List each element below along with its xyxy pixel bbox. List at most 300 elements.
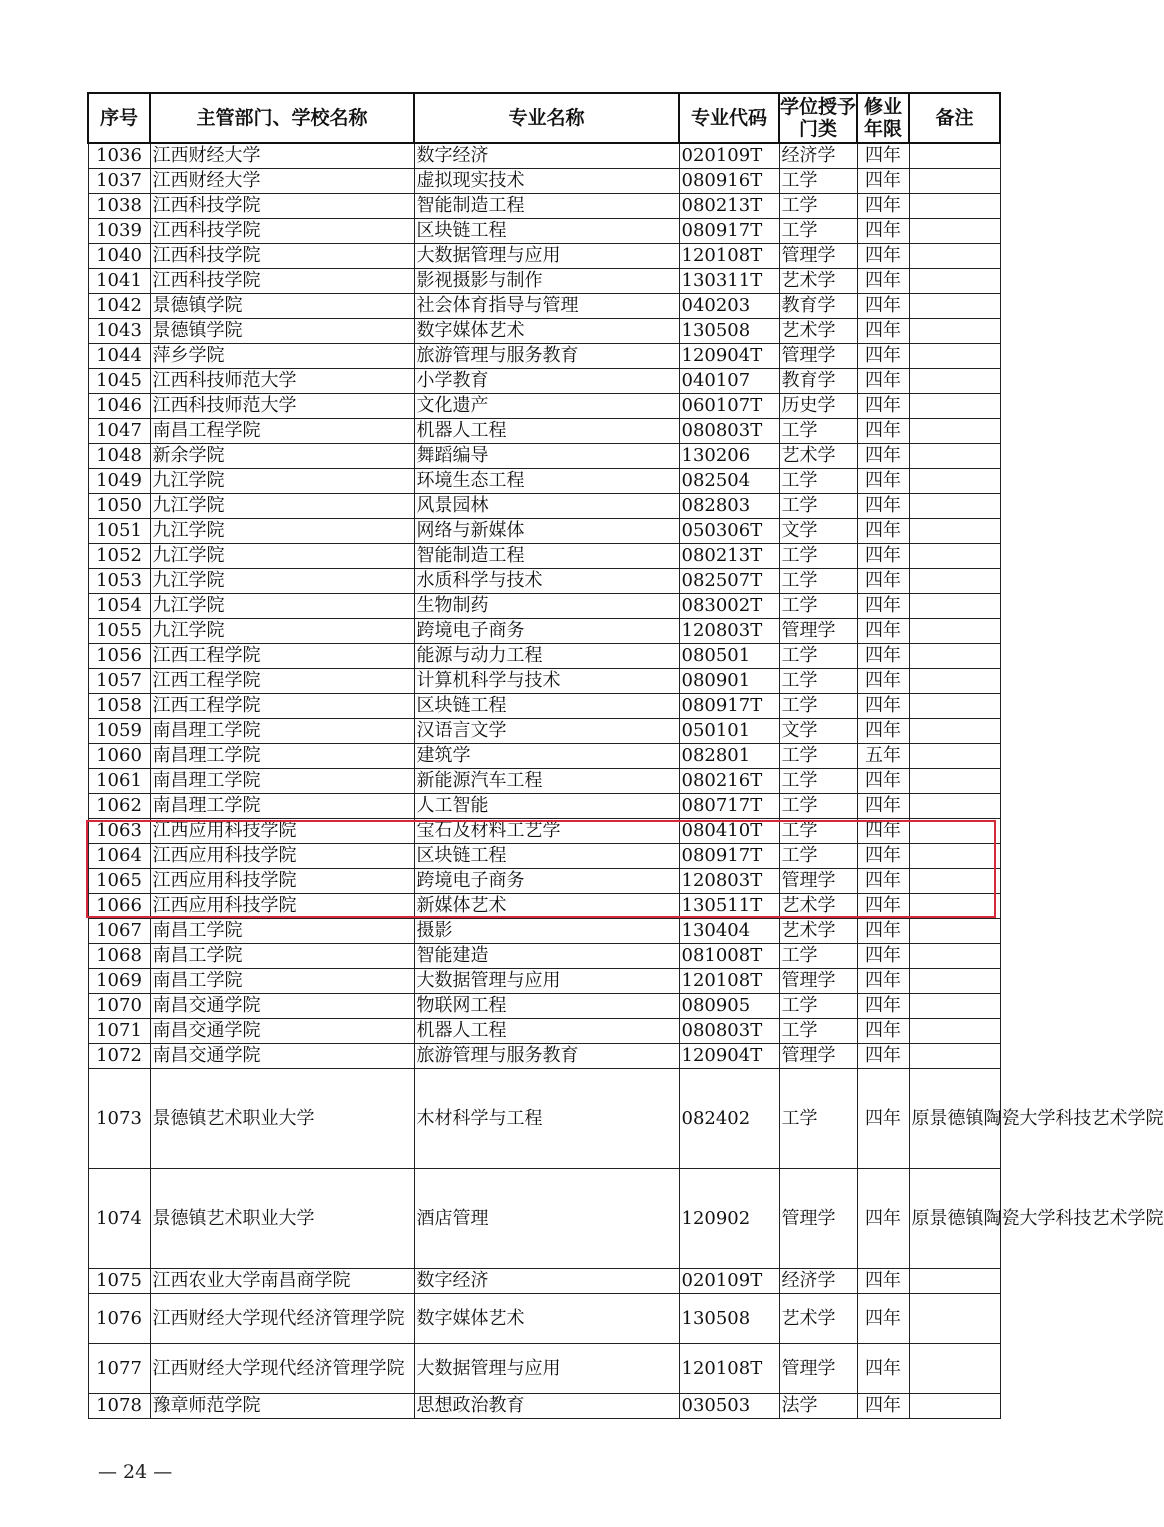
cell-degree: 工学 <box>779 169 857 194</box>
cell-code: 130508 <box>679 319 779 344</box>
table-row <box>88 344 1000 369</box>
cell-degree: 工学 <box>779 644 857 669</box>
header-major: 专业名称 <box>414 93 679 143</box>
cell-degree: 工学 <box>779 844 857 869</box>
cell-degree: 管理学 <box>779 869 857 894</box>
cell-major: 跨境电子商务 <box>414 869 679 894</box>
cell-seq: 1050 <box>88 494 150 519</box>
table-row <box>88 369 1000 394</box>
header-school: 主管部门、学校名称 <box>150 93 414 143</box>
table-row <box>88 1344 1000 1394</box>
cell-degree: 艺术学 <box>779 444 857 469</box>
cell-school: 九江学院 <box>150 519 414 544</box>
cell-school: 南昌工程学院 <box>150 419 414 444</box>
cell-note <box>909 594 1000 619</box>
cell-years: 四年 <box>857 344 909 369</box>
cell-code: 080216T <box>679 769 779 794</box>
cell-seq: 1037 <box>88 169 150 194</box>
table-row <box>88 719 1000 744</box>
cell-school: 南昌理工学院 <box>150 744 414 769</box>
cell-seq: 1057 <box>88 669 150 694</box>
cell-major: 旅游管理与服务教育 <box>414 344 679 369</box>
cell-code: 080917T <box>679 694 779 719</box>
table-row <box>88 169 1000 194</box>
table-row <box>88 444 1000 469</box>
cell-years: 四年 <box>857 669 909 694</box>
cell-code: 120902 <box>679 1169 779 1269</box>
cell-school: 江西应用科技学院 <box>150 894 414 919</box>
table-row <box>88 619 1000 644</box>
cell-code: 130404 <box>679 919 779 944</box>
cell-major: 区块链工程 <box>414 844 679 869</box>
cell-school: 江西应用科技学院 <box>150 844 414 869</box>
table-row <box>88 1394 1000 1419</box>
header-seq: 序号 <box>88 93 150 143</box>
table-row <box>88 1169 1000 1269</box>
cell-major: 智能制造工程 <box>414 544 679 569</box>
cell-years: 四年 <box>857 569 909 594</box>
cell-note <box>909 619 1000 644</box>
cell-school: 江西财经大学现代经济管理学院 <box>150 1294 414 1344</box>
cell-note <box>909 669 1000 694</box>
cell-major: 新能源汽车工程 <box>414 769 679 794</box>
cell-degree: 工学 <box>779 1019 857 1044</box>
cell-code: 080917T <box>679 844 779 869</box>
cell-school: 南昌理工学院 <box>150 719 414 744</box>
cell-code: 120803T <box>679 619 779 644</box>
cell-major: 小学教育 <box>414 369 679 394</box>
cell-code: 080905 <box>679 994 779 1019</box>
cell-years: 四年 <box>857 719 909 744</box>
cell-school: 南昌理工学院 <box>150 794 414 819</box>
cell-degree: 管理学 <box>779 1169 857 1269</box>
cell-code: 050306T <box>679 519 779 544</box>
cell-note <box>909 544 1000 569</box>
cell-seq: 1062 <box>88 794 150 819</box>
cell-code: 120904T <box>679 344 779 369</box>
table-row <box>88 969 1000 994</box>
cell-major: 数字经济 <box>414 143 679 169</box>
table-row <box>88 219 1000 244</box>
cell-code: 130511T <box>679 894 779 919</box>
cell-school: 江西财经大学 <box>150 169 414 194</box>
cell-school: 南昌工学院 <box>150 919 414 944</box>
table-row <box>88 844 1000 869</box>
cell-note <box>909 694 1000 719</box>
cell-seq: 1070 <box>88 994 150 1019</box>
cell-degree: 教育学 <box>779 294 857 319</box>
cell-seq: 1064 <box>88 844 150 869</box>
cell-years: 四年 <box>857 143 909 169</box>
header-degree: 学位授予门类 <box>779 93 857 143</box>
cell-major: 网络与新媒体 <box>414 519 679 544</box>
cell-school: 南昌交通学院 <box>150 1044 414 1069</box>
cell-note <box>909 894 1000 919</box>
header-years: 修业年限 <box>857 93 909 143</box>
cell-degree: 工学 <box>779 544 857 569</box>
cell-major: 酒店管理 <box>414 1169 679 1269</box>
table-row <box>88 294 1000 319</box>
cell-years: 四年 <box>857 594 909 619</box>
cell-code: 120803T <box>679 869 779 894</box>
cell-note <box>909 744 1000 769</box>
cell-seq: 1053 <box>88 569 150 594</box>
table-row <box>88 319 1000 344</box>
cell-major: 木材科学与工程 <box>414 1069 679 1169</box>
table-row <box>88 594 1000 619</box>
cell-years: 四年 <box>857 919 909 944</box>
cell-note <box>909 319 1000 344</box>
cell-degree: 工学 <box>779 944 857 969</box>
cell-code: 040107 <box>679 369 779 394</box>
cell-school: 江西科技学院 <box>150 244 414 269</box>
cell-years: 四年 <box>857 1344 909 1394</box>
cell-years: 四年 <box>857 869 909 894</box>
table-row <box>88 819 1000 844</box>
table-row <box>88 694 1000 719</box>
cell-school: 九江学院 <box>150 594 414 619</box>
cell-note <box>909 969 1000 994</box>
cell-years: 四年 <box>857 769 909 794</box>
cell-major: 大数据管理与应用 <box>414 1344 679 1394</box>
cell-seq: 1041 <box>88 269 150 294</box>
cell-code: 020109T <box>679 143 779 169</box>
table-body <box>88 143 1164 1419</box>
cell-school: 萍乡学院 <box>150 344 414 369</box>
cell-note <box>909 1019 1000 1044</box>
cell-code: 080717T <box>679 794 779 819</box>
cell-code: 080410T <box>679 819 779 844</box>
cell-school: 江西工程学院 <box>150 644 414 669</box>
cell-note <box>909 1269 1000 1294</box>
cell-seq: 1059 <box>88 719 150 744</box>
cell-seq: 1061 <box>88 769 150 794</box>
cell-degree: 管理学 <box>779 1044 857 1069</box>
cell-seq: 1052 <box>88 544 150 569</box>
cell-years: 四年 <box>857 894 909 919</box>
table-row <box>88 519 1000 544</box>
cell-seq: 1072 <box>88 1044 150 1069</box>
cell-years: 四年 <box>857 944 909 969</box>
cell-seq: 1036 <box>88 143 150 169</box>
cell-note <box>909 444 1000 469</box>
cell-degree: 艺术学 <box>779 1294 857 1344</box>
cell-seq: 1042 <box>88 294 150 319</box>
cell-degree: 工学 <box>779 1069 857 1169</box>
cell-seq: 1076 <box>88 1294 150 1344</box>
cell-degree: 法学 <box>779 1394 857 1419</box>
cell-code: 080213T <box>679 544 779 569</box>
cell-school: 江西科技学院 <box>150 219 414 244</box>
cell-major: 建筑学 <box>414 744 679 769</box>
cell-note <box>909 919 1000 944</box>
cell-school: 景德镇艺术职业大学 <box>150 1069 414 1169</box>
cell-school: 景德镇艺术职业大学 <box>150 1169 414 1269</box>
cell-note <box>909 419 1000 444</box>
cell-degree: 工学 <box>779 419 857 444</box>
cell-seq: 1060 <box>88 744 150 769</box>
cell-years: 四年 <box>857 294 909 319</box>
cell-code: 130311T <box>679 269 779 294</box>
cell-degree: 工学 <box>779 694 857 719</box>
cell-years: 四年 <box>857 1069 909 1169</box>
cell-school: 九江学院 <box>150 494 414 519</box>
cell-code: 080501 <box>679 644 779 669</box>
cell-years: 四年 <box>857 169 909 194</box>
cell-note <box>909 994 1000 1019</box>
cell-note <box>909 719 1000 744</box>
cell-major: 社会体育指导与管理 <box>414 294 679 319</box>
cell-degree: 工学 <box>779 744 857 769</box>
cell-note <box>909 869 1000 894</box>
cell-code: 082803 <box>679 494 779 519</box>
major-list-table <box>87 92 1164 1419</box>
cell-code: 081008T <box>679 944 779 969</box>
table-row <box>88 944 1000 969</box>
cell-major: 舞蹈编导 <box>414 444 679 469</box>
cell-years: 四年 <box>857 269 909 294</box>
cell-years: 四年 <box>857 1269 909 1294</box>
table-row <box>88 394 1000 419</box>
cell-years: 四年 <box>857 394 909 419</box>
cell-major: 数字媒体艺术 <box>414 319 679 344</box>
cell-years: 四年 <box>857 244 909 269</box>
cell-seq: 1078 <box>88 1394 150 1419</box>
cell-major: 旅游管理与服务教育 <box>414 1044 679 1069</box>
cell-code: 120108T <box>679 244 779 269</box>
header-note: 备注 <box>909 93 1000 143</box>
table-row <box>88 494 1000 519</box>
cell-code: 080917T <box>679 219 779 244</box>
cell-major: 机器人工程 <box>414 419 679 444</box>
cell-code: 120108T <box>679 969 779 994</box>
cell-degree: 管理学 <box>779 969 857 994</box>
cell-code: 050101 <box>679 719 779 744</box>
cell-major: 环境生态工程 <box>414 469 679 494</box>
cell-note <box>909 1394 1000 1419</box>
cell-note <box>909 569 1000 594</box>
cell-code: 120108T <box>679 1344 779 1394</box>
table-row <box>88 244 1000 269</box>
cell-degree: 管理学 <box>779 344 857 369</box>
cell-note: 原景德镇陶瓷大学科技艺术学院 <box>909 1069 1000 1169</box>
cell-seq: 1058 <box>88 694 150 719</box>
table-row <box>88 669 1000 694</box>
cell-note <box>909 844 1000 869</box>
cell-code: 082801 <box>679 744 779 769</box>
cell-degree: 工学 <box>779 819 857 844</box>
table-row <box>88 1294 1000 1344</box>
table-row <box>88 919 1000 944</box>
cell-seq: 1065 <box>88 869 150 894</box>
cell-major: 文化遗产 <box>414 394 679 419</box>
cell-major: 大数据管理与应用 <box>414 244 679 269</box>
cell-degree: 管理学 <box>779 619 857 644</box>
cell-school: 南昌交通学院 <box>150 994 414 1019</box>
cell-note <box>909 194 1000 219</box>
cell-degree: 艺术学 <box>779 894 857 919</box>
cell-years: 四年 <box>857 419 909 444</box>
cell-seq: 1055 <box>88 619 150 644</box>
cell-code: 080901 <box>679 669 779 694</box>
cell-degree: 工学 <box>779 494 857 519</box>
cell-school: 江西工程学院 <box>150 694 414 719</box>
cell-note <box>909 369 1000 394</box>
cell-years: 四年 <box>857 544 909 569</box>
cell-years: 五年 <box>857 744 909 769</box>
cell-school: 南昌理工学院 <box>150 769 414 794</box>
cell-school: 九江学院 <box>150 569 414 594</box>
cell-major: 摄影 <box>414 919 679 944</box>
cell-school: 九江学院 <box>150 544 414 569</box>
cell-degree: 艺术学 <box>779 919 857 944</box>
cell-code: 120904T <box>679 1044 779 1069</box>
cell-code: 080213T <box>679 194 779 219</box>
cell-years: 四年 <box>857 369 909 394</box>
cell-code: 130206 <box>679 444 779 469</box>
cell-note <box>909 344 1000 369</box>
cell-degree: 文学 <box>779 719 857 744</box>
table-header-row <box>88 93 1000 143</box>
cell-major: 宝石及材料工艺学 <box>414 819 679 844</box>
cell-note <box>909 219 1000 244</box>
cell-years: 四年 <box>857 1044 909 1069</box>
table-row <box>88 194 1000 219</box>
cell-seq: 1045 <box>88 369 150 394</box>
cell-school: 江西财经大学现代经济管理学院 <box>150 1344 414 1394</box>
table-row <box>88 143 1000 169</box>
cell-seq: 1074 <box>88 1169 150 1269</box>
cell-school: 江西财经大学 <box>150 143 414 169</box>
cell-major: 影视摄影与制作 <box>414 269 679 294</box>
cell-years: 四年 <box>857 219 909 244</box>
cell-code: 082507T <box>679 569 779 594</box>
cell-seq: 1040 <box>88 244 150 269</box>
cell-note <box>909 1044 1000 1069</box>
table-row <box>88 419 1000 444</box>
cell-note <box>909 169 1000 194</box>
cell-note <box>909 469 1000 494</box>
cell-major: 数字媒体艺术 <box>414 1294 679 1344</box>
cell-note <box>909 494 1000 519</box>
cell-seq: 1063 <box>88 819 150 844</box>
cell-code: 020109T <box>679 1269 779 1294</box>
cell-major: 区块链工程 <box>414 219 679 244</box>
cell-major: 大数据管理与应用 <box>414 969 679 994</box>
cell-school: 南昌交通学院 <box>150 1019 414 1044</box>
table-row <box>88 769 1000 794</box>
cell-years: 四年 <box>857 469 909 494</box>
cell-major: 风景园林 <box>414 494 679 519</box>
cell-school: 江西科技学院 <box>150 194 414 219</box>
cell-years: 四年 <box>857 494 909 519</box>
cell-years: 四年 <box>857 619 909 644</box>
cell-seq: 1066 <box>88 894 150 919</box>
cell-years: 四年 <box>857 644 909 669</box>
cell-note <box>909 394 1000 419</box>
cell-seq: 1044 <box>88 344 150 369</box>
cell-school: 江西工程学院 <box>150 669 414 694</box>
cell-degree: 艺术学 <box>779 319 857 344</box>
cell-code: 130508 <box>679 1294 779 1344</box>
cell-school: 江西农业大学南昌商学院 <box>150 1269 414 1294</box>
cell-note <box>909 244 1000 269</box>
cell-note <box>909 769 1000 794</box>
cell-code: 080803T <box>679 1019 779 1044</box>
cell-degree: 教育学 <box>779 369 857 394</box>
cell-school: 新余学院 <box>150 444 414 469</box>
cell-note <box>909 143 1000 169</box>
cell-seq: 1038 <box>88 194 150 219</box>
table-row <box>88 544 1000 569</box>
cell-major: 水质科学与技术 <box>414 569 679 594</box>
cell-major: 计算机科学与技术 <box>414 669 679 694</box>
cell-school: 江西科技学院 <box>150 269 414 294</box>
cell-school: 江西科技师范大学 <box>150 369 414 394</box>
table-row <box>88 644 1000 669</box>
cell-school: 南昌工学院 <box>150 969 414 994</box>
cell-seq: 1051 <box>88 519 150 544</box>
table-row <box>88 1044 1000 1069</box>
cell-major: 能源与动力工程 <box>414 644 679 669</box>
cell-note <box>909 794 1000 819</box>
cell-degree: 管理学 <box>779 1344 857 1394</box>
cell-school: 江西科技师范大学 <box>150 394 414 419</box>
cell-degree: 工学 <box>779 219 857 244</box>
cell-major: 新媒体艺术 <box>414 894 679 919</box>
cell-degree: 工学 <box>779 994 857 1019</box>
cell-years: 四年 <box>857 1169 909 1269</box>
cell-major: 虚拟现实技术 <box>414 169 679 194</box>
cell-seq: 1039 <box>88 219 150 244</box>
cell-degree: 工学 <box>779 569 857 594</box>
cell-years: 四年 <box>857 694 909 719</box>
cell-seq: 1048 <box>88 444 150 469</box>
cell-degree: 经济学 <box>779 1269 857 1294</box>
cell-note <box>909 519 1000 544</box>
cell-years: 四年 <box>857 444 909 469</box>
page-number: — 24 — <box>98 1461 173 1483</box>
cell-years: 四年 <box>857 194 909 219</box>
cell-note <box>909 944 1000 969</box>
cell-major: 汉语言文学 <box>414 719 679 744</box>
cell-school: 景德镇学院 <box>150 294 414 319</box>
cell-note <box>909 819 1000 844</box>
cell-degree: 经济学 <box>779 143 857 169</box>
cell-note <box>909 1344 1000 1394</box>
cell-degree: 管理学 <box>779 244 857 269</box>
cell-major: 机器人工程 <box>414 1019 679 1044</box>
cell-years: 四年 <box>857 1019 909 1044</box>
cell-seq: 1071 <box>88 1019 150 1044</box>
cell-years: 四年 <box>857 819 909 844</box>
cell-seq: 1067 <box>88 919 150 944</box>
cell-major: 跨境电子商务 <box>414 619 679 644</box>
cell-seq: 1069 <box>88 969 150 994</box>
cell-seq: 1043 <box>88 319 150 344</box>
cell-seq: 1049 <box>88 469 150 494</box>
cell-major: 区块链工程 <box>414 694 679 719</box>
cell-seq: 1054 <box>88 594 150 619</box>
cell-degree: 工学 <box>779 669 857 694</box>
cell-code: 080803T <box>679 419 779 444</box>
cell-major: 智能建造 <box>414 944 679 969</box>
cell-school: 江西应用科技学院 <box>150 869 414 894</box>
cell-code: 083002T <box>679 594 779 619</box>
table-row <box>88 794 1000 819</box>
cell-seq: 1073 <box>88 1069 150 1169</box>
table-row <box>88 1019 1000 1044</box>
